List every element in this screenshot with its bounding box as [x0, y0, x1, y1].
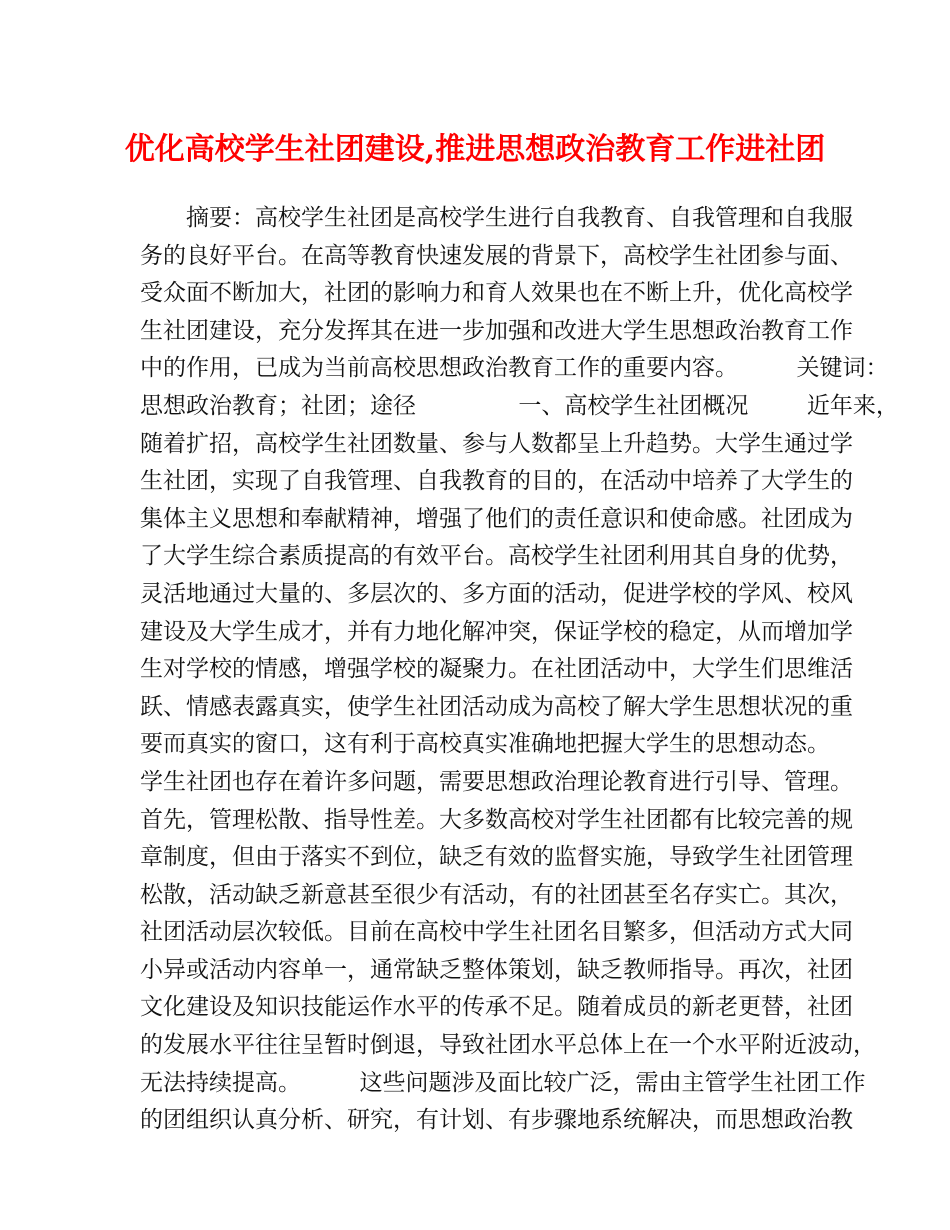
document-body — [140, 200, 899, 1140]
paragraph-line: 受众面不断加大，社团的影响力和育人效果也在不断上升，优化高校学 — [140, 280, 853, 307]
paragraph-line: 生社团建设，充分发挥其在进一步加强和改进大学生思想政治教育工作 — [140, 317, 853, 344]
paragraph-line: 的发展水平往往呈暂时倒退，导致社团水平总体上在一个水平附近波动， — [140, 1032, 876, 1059]
paragraph-line: 文化建设及知识技能运作水平的传承不足。随着成员的新老更替，社团 — [140, 994, 853, 1021]
paragraph-line: 无法持续提高。 这些问题涉及面比较广泛，需由主管学生社团工作 — [140, 1069, 866, 1096]
paragraph-line: 生对学校的情感，增强学校的凝聚力。在社团活动中，大学生们思维活 — [140, 656, 853, 683]
paragraph-line: 首先，管理松散、指导性差。大多数高校对学生社团都有比较完善的规 — [140, 806, 853, 833]
paragraph-line: 摘要：高校学生社团是高校学生进行自我教育、自我管理和自我服 — [186, 205, 853, 231]
paragraph-line: 小异或活动内容单一，通常缺乏整体策划，缺乏教师指导。再次，社团 — [140, 956, 853, 983]
paragraph-line: 章制度，但由于落实不到位，缺乏有效的监督实施，导致学生社团管理 — [140, 844, 853, 871]
paragraph-line: 建设及大学生成才，并有力地化解冲突，保证学校的稳定，从而增加学 — [140, 618, 853, 645]
paragraph-line: 社团活动层次较低。目前在高校中学生社团名目繁多，但活动方式大同 — [140, 919, 853, 946]
paragraph-line: 学生社团也存在着许多问题，需要思想政治理论教育进行引导、管理。 — [140, 768, 853, 795]
paragraph-line: 了大学生综合素质提高的有效平台。高校学生社团利用其自身的优势， — [140, 543, 853, 570]
paragraph-line: 灵活地通过大量的、多层次的、多方面的活动，促进学校的学风、校风 — [140, 580, 853, 607]
paragraph-line: 松散，活动缺乏新意甚至很少有活动，有的社团甚至名存实亡。其次， — [140, 881, 853, 908]
paragraph-line: 务的良好平台。在高等教育快速发展的背景下，高校学生社团参与面、 — [140, 242, 853, 269]
paragraph-line: 集体主义思想和奉献精神，增强了他们的责任意识和使命感。社团成为 — [140, 505, 853, 532]
document-title: 优化高校学生社团建设,推进思想政治教育工作进社团 — [124, 132, 826, 167]
paragraph-line: 随着扩招，高校学生社团数量、参与人数都呈上升趋势。大学生通过学 — [140, 430, 853, 457]
paragraph-line: 生社团，实现了自我管理、自我教育的目的，在活动中培养了大学生的 — [140, 468, 853, 495]
paragraph-line: 思想政治教育；社团；途径 一、高校学生社团概况 近年来， — [140, 392, 899, 419]
paragraph-line: 的团组织认真分析、研究，有计划、有步骤地系统解决，而思想政治教 — [140, 1107, 853, 1134]
paragraph-line: 要而真实的窗口，这有利于高校真实准确地把握大学生的思想动态。 — [140, 731, 830, 758]
paragraph-line: 跃、情感表露真实，使学生社团活动成为高校了解大学生思想状况的重 — [140, 693, 853, 720]
paragraph-line: 中的作用，已成为当前高校思想政治教育工作的重要内容。 关键词： — [140, 355, 889, 382]
